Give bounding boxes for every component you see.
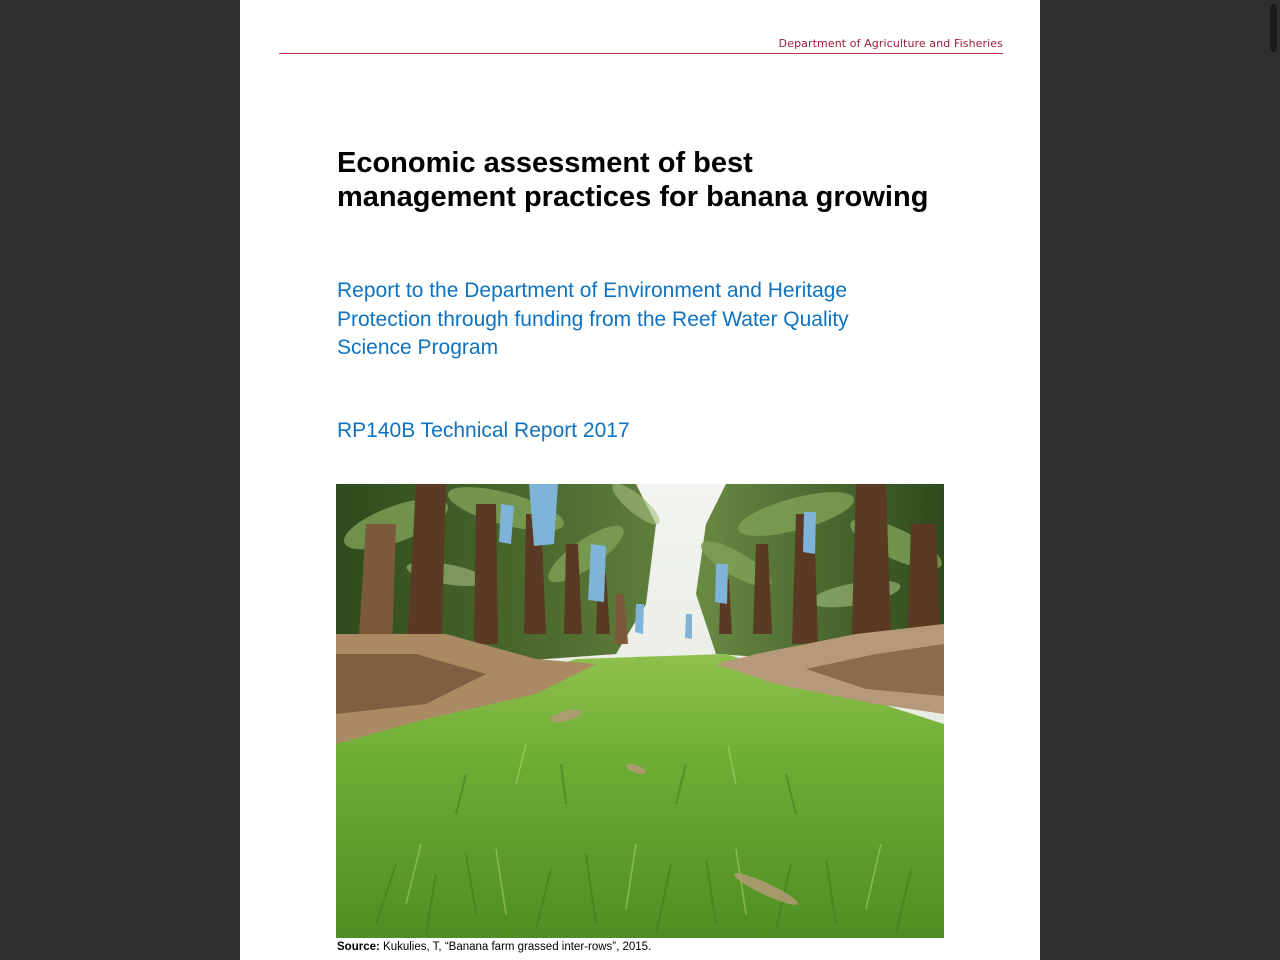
caption-text: Kukulies, T, “Banana farm grassed inter-rows”, 2015. [379, 941, 652, 953]
document-subtitle [337, 277, 957, 363]
banana-farm-photo [336, 484, 944, 938]
department-header: Department of Agriculture and Fisheries [778, 37, 1003, 50]
subtitle-line-1: Report to the Department of Environment and Heritage [337, 279, 848, 302]
document-page [240, 0, 1040, 960]
title-line-2: management practices for banana growing [337, 181, 929, 213]
figure-caption [337, 941, 651, 953]
title-line-1: Economic assessment of best [337, 147, 753, 179]
subtitle-line-3: Science Program [337, 336, 499, 359]
header-divider [279, 53, 1003, 54]
subtitle-line-2: Protection through funding from the Reef Water Quality [337, 307, 849, 331]
vertical-scrollbar-thumb[interactable] [1270, 4, 1277, 52]
report-identifier: RP140B Technical Report 2017 [337, 419, 630, 442]
document-title [337, 146, 977, 214]
caption-label: Source: [337, 941, 380, 953]
